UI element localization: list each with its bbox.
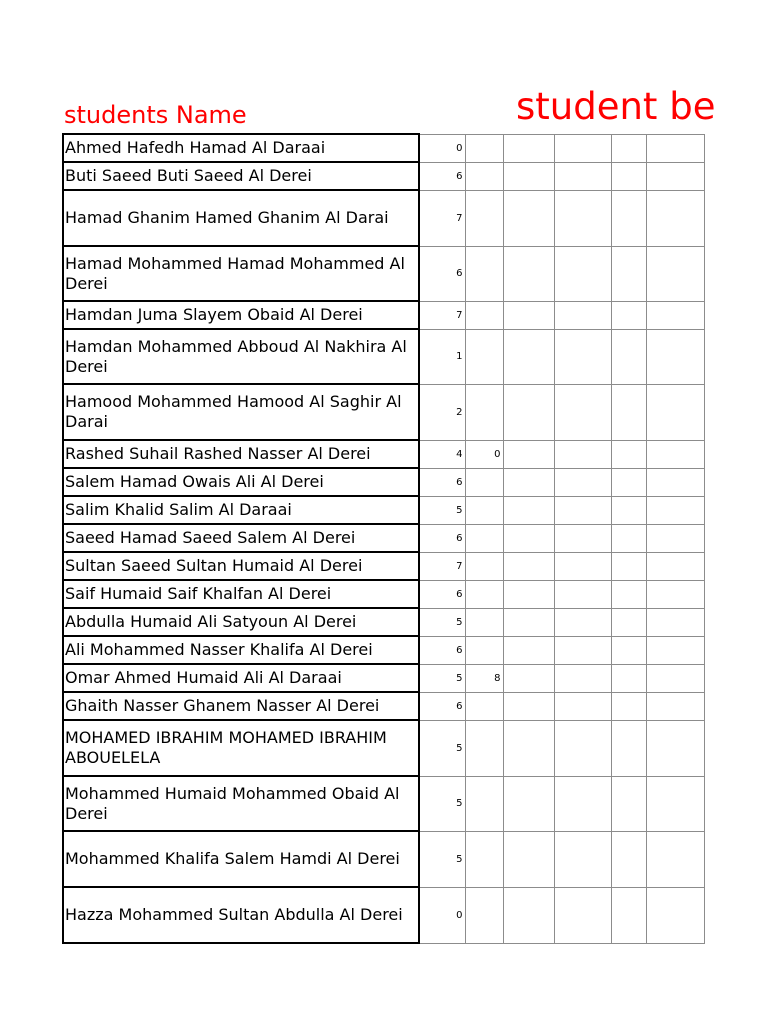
empty-cell[interactable] xyxy=(503,190,554,246)
student-name-cell[interactable]: Saif Humaid Saif Khalfan Al Derei xyxy=(63,580,419,608)
empty-cell[interactable] xyxy=(503,636,554,664)
empty-cell[interactable] xyxy=(646,384,704,440)
students-name-heading: students Name xyxy=(64,101,247,129)
score-cell[interactable]: 6 xyxy=(419,636,465,664)
score-cell[interactable] xyxy=(465,608,503,636)
empty-cell[interactable] xyxy=(503,664,554,692)
student-row xyxy=(63,301,704,329)
empty-cell[interactable] xyxy=(646,190,704,246)
student-name-cell[interactable]: Buti Saeed Buti Saeed Al Derei xyxy=(63,162,419,190)
score-cell[interactable] xyxy=(465,692,503,720)
empty-cell[interactable] xyxy=(646,831,704,887)
empty-cell[interactable] xyxy=(646,552,704,580)
student-name-cell[interactable]: Hazza Mohammed Sultan Abdulla Al Derei xyxy=(63,887,419,943)
score-cell[interactable] xyxy=(465,524,503,552)
empty-cell[interactable] xyxy=(554,636,611,664)
empty-cell[interactable] xyxy=(646,329,704,384)
empty-cell[interactable] xyxy=(554,776,611,831)
student-name-cell[interactable]: Ghaith Nasser Ghanem Nasser Al Derei xyxy=(63,692,419,720)
score-cell[interactable] xyxy=(465,552,503,580)
empty-cell[interactable] xyxy=(503,552,554,580)
empty-cell[interactable] xyxy=(503,246,554,301)
empty-cell[interactable] xyxy=(646,580,704,608)
student-row xyxy=(63,246,704,301)
score-cell[interactable] xyxy=(465,636,503,664)
empty-cell[interactable] xyxy=(646,776,704,831)
empty-cell[interactable] xyxy=(503,776,554,831)
student-row xyxy=(63,692,704,720)
score-cell[interactable] xyxy=(465,580,503,608)
empty-cell[interactable] xyxy=(611,692,646,720)
empty-cell[interactable] xyxy=(611,636,646,664)
student-row xyxy=(63,468,704,496)
empty-cell[interactable] xyxy=(611,440,646,468)
student-row xyxy=(63,720,704,776)
score-cell[interactable] xyxy=(465,384,503,440)
empty-cell[interactable] xyxy=(554,692,611,720)
student-row xyxy=(63,190,704,246)
empty-cell[interactable] xyxy=(554,440,611,468)
empty-cell[interactable] xyxy=(646,720,704,776)
score-cell[interactable]: 8 xyxy=(465,664,503,692)
score-cell[interactable]: 6 xyxy=(419,692,465,720)
student-row xyxy=(63,887,704,943)
empty-cell[interactable] xyxy=(646,162,704,190)
student-name-cell[interactable]: Hamad Mohammed Hamad Mohammed Al Derei xyxy=(63,246,419,301)
empty-cell[interactable] xyxy=(611,496,646,524)
empty-cell[interactable] xyxy=(611,329,646,384)
score-cell[interactable]: 6 xyxy=(419,580,465,608)
empty-cell[interactable] xyxy=(611,134,646,162)
empty-cell[interactable] xyxy=(503,468,554,496)
empty-cell[interactable] xyxy=(554,580,611,608)
empty-cell[interactable] xyxy=(646,440,704,468)
empty-cell[interactable] xyxy=(611,162,646,190)
empty-cell[interactable] xyxy=(646,692,704,720)
student-row xyxy=(63,580,704,608)
student-row xyxy=(63,524,704,552)
empty-cell[interactable] xyxy=(611,580,646,608)
score-cell[interactable] xyxy=(465,190,503,246)
student-name-cell[interactable]: Ahmed Hafedh Hamad Al Daraai xyxy=(63,134,419,162)
student-name-cell[interactable]: Saeed Hamad Saeed Salem Al Derei xyxy=(63,524,419,552)
empty-cell[interactable] xyxy=(554,664,611,692)
student-row xyxy=(63,384,704,440)
student-name-cell[interactable]: Salim Khalid Salim Al Daraai xyxy=(63,496,419,524)
empty-cell[interactable] xyxy=(503,134,554,162)
student-row xyxy=(63,162,704,190)
score-cell[interactable]: 0 xyxy=(419,134,465,162)
empty-cell[interactable] xyxy=(611,776,646,831)
student-row xyxy=(63,636,704,664)
empty-cell[interactable] xyxy=(611,552,646,580)
empty-cell[interactable] xyxy=(503,720,554,776)
student-name-cell[interactable]: Hamdan Mohammed Abboud Al Nakhira Al Derei xyxy=(63,329,419,384)
empty-cell[interactable] xyxy=(554,608,611,636)
empty-cell[interactable] xyxy=(646,134,704,162)
score-cell[interactable] xyxy=(465,134,503,162)
empty-cell[interactable] xyxy=(554,552,611,580)
empty-cell[interactable] xyxy=(503,580,554,608)
empty-cell[interactable] xyxy=(611,664,646,692)
score-cell[interactable]: 0 xyxy=(465,440,503,468)
score-cell[interactable]: 4 xyxy=(419,440,465,468)
students-table xyxy=(62,133,705,944)
empty-cell[interactable] xyxy=(554,134,611,162)
student-name-cell[interactable]: Mohammed Humaid Mohammed Obaid Al Derei xyxy=(63,776,419,831)
score-cell[interactable] xyxy=(465,301,503,329)
empty-cell[interactable] xyxy=(503,831,554,887)
empty-cell[interactable] xyxy=(611,887,646,943)
score-cell[interactable]: 7 xyxy=(419,552,465,580)
empty-cell[interactable] xyxy=(503,301,554,329)
score-cell[interactable]: 5 xyxy=(419,664,465,692)
student-row xyxy=(63,552,704,580)
score-cell[interactable] xyxy=(465,887,503,943)
empty-cell[interactable] xyxy=(503,496,554,524)
empty-cell[interactable] xyxy=(611,384,646,440)
empty-cell[interactable] xyxy=(554,246,611,301)
empty-cell[interactable] xyxy=(611,831,646,887)
empty-cell[interactable] xyxy=(554,329,611,384)
score-cell[interactable]: 6 xyxy=(419,162,465,190)
score-cell[interactable]: 7 xyxy=(419,190,465,246)
empty-cell[interactable] xyxy=(503,608,554,636)
student-name-cell[interactable]: Ali Mohammed Nasser Khalifa Al Derei xyxy=(63,636,419,664)
score-cell[interactable]: 0 xyxy=(419,887,465,943)
empty-cell[interactable] xyxy=(503,329,554,384)
empty-cell[interactable] xyxy=(503,887,554,943)
empty-cell[interactable] xyxy=(503,162,554,190)
student-name-cell[interactable]: Rashed Suhail Rashed Nasser Al Derei xyxy=(63,440,419,468)
empty-cell[interactable] xyxy=(503,524,554,552)
empty-cell[interactable] xyxy=(554,887,611,943)
empty-cell[interactable] xyxy=(646,887,704,943)
score-cell[interactable]: 2 xyxy=(419,384,465,440)
empty-cell[interactable] xyxy=(554,496,611,524)
student-name-cell[interactable]: Mohammed Khalifa Salem Hamdi Al Derei xyxy=(63,831,419,887)
student-name-cell[interactable]: Hamood Mohammed Hamood Al Saghir Al Darai xyxy=(63,384,419,440)
student-name-cell[interactable]: Omar Ahmed Humaid Ali Al Daraai xyxy=(63,664,419,692)
empty-cell[interactable] xyxy=(611,524,646,552)
student-row xyxy=(63,134,704,162)
empty-cell[interactable] xyxy=(503,384,554,440)
student-row xyxy=(63,831,704,887)
empty-cell[interactable] xyxy=(646,636,704,664)
empty-cell[interactable] xyxy=(646,524,704,552)
score-cell[interactable]: 7 xyxy=(419,301,465,329)
empty-cell[interactable] xyxy=(611,468,646,496)
empty-cell[interactable] xyxy=(554,524,611,552)
score-cell[interactable] xyxy=(465,468,503,496)
empty-cell[interactable] xyxy=(503,440,554,468)
score-cell[interactable] xyxy=(465,720,503,776)
empty-cell[interactable] xyxy=(646,664,704,692)
empty-cell[interactable] xyxy=(646,468,704,496)
empty-cell[interactable] xyxy=(554,190,611,246)
score-cell[interactable] xyxy=(465,246,503,301)
empty-cell[interactable] xyxy=(611,608,646,636)
student-name-cell[interactable]: Hamdan Juma Slayem Obaid Al Derei xyxy=(63,301,419,329)
score-cell[interactable] xyxy=(465,776,503,831)
empty-cell[interactable] xyxy=(646,496,704,524)
empty-cell[interactable] xyxy=(554,831,611,887)
empty-cell[interactable] xyxy=(611,720,646,776)
student-row xyxy=(63,440,704,468)
empty-cell[interactable] xyxy=(554,720,611,776)
score-cell[interactable]: 6 xyxy=(419,246,465,301)
score-cell[interactable]: 1 xyxy=(419,329,465,384)
student-name-cell[interactable]: Abdulla Humaid Ali Satyoun Al Derei xyxy=(63,608,419,636)
score-cell[interactable] xyxy=(465,831,503,887)
student-name-cell[interactable]: MOHAMED IBRAHIM MOHAMED IBRAHIM ABOUELELA xyxy=(63,720,419,776)
score-cell[interactable]: 6 xyxy=(419,524,465,552)
score-cell[interactable] xyxy=(465,162,503,190)
score-cell[interactable]: 5 xyxy=(419,720,465,776)
student-row xyxy=(63,608,704,636)
student-row xyxy=(63,776,704,831)
empty-cell[interactable] xyxy=(554,301,611,329)
student-name-cell[interactable]: Hamad Ghanim Hamed Ghanim Al Darai xyxy=(63,190,419,246)
student-name-cell[interactable]: Sultan Saeed Sultan Humaid Al Derei xyxy=(63,552,419,580)
empty-cell[interactable] xyxy=(554,162,611,190)
student-row xyxy=(63,664,704,692)
empty-cell[interactable] xyxy=(646,301,704,329)
score-cell[interactable]: 5 xyxy=(419,776,465,831)
empty-cell[interactable] xyxy=(554,468,611,496)
empty-cell[interactable] xyxy=(503,692,554,720)
student-row xyxy=(63,329,704,384)
score-cell[interactable]: 5 xyxy=(419,608,465,636)
empty-cell[interactable] xyxy=(646,246,704,301)
score-cell[interactable] xyxy=(465,329,503,384)
empty-cell[interactable] xyxy=(554,384,611,440)
score-cell[interactable]: 5 xyxy=(419,496,465,524)
student-name-cell[interactable]: Salem Hamad Owais Ali Al Derei xyxy=(63,468,419,496)
empty-cell[interactable] xyxy=(611,301,646,329)
score-cell[interactable]: 5 xyxy=(419,831,465,887)
score-cell[interactable] xyxy=(465,496,503,524)
empty-cell[interactable] xyxy=(611,246,646,301)
score-cell[interactable]: 6 xyxy=(419,468,465,496)
empty-cell[interactable] xyxy=(646,608,704,636)
empty-cell[interactable] xyxy=(611,190,646,246)
student-behavior-heading: student be xyxy=(516,85,716,128)
student-row xyxy=(63,496,704,524)
